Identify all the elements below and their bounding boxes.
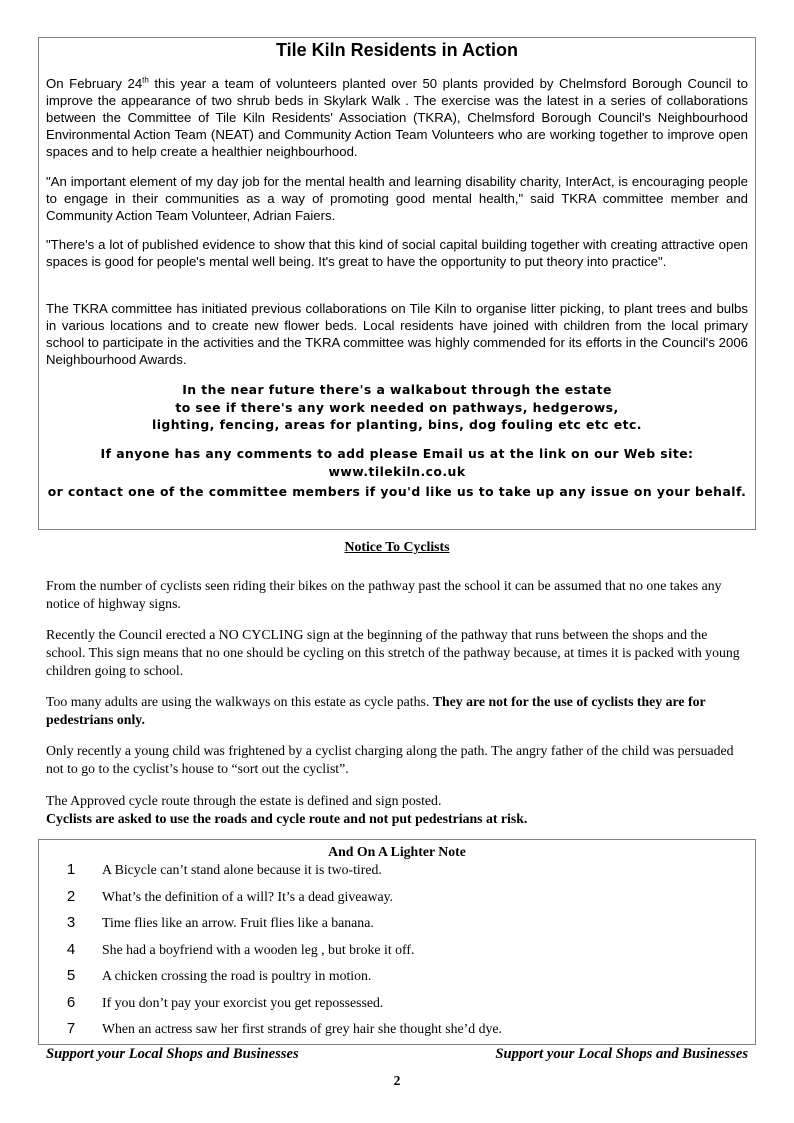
jokes-box [38, 839, 756, 1045]
joke-text: If you don’t pay your exorcist you get repossessed. [102, 995, 384, 1010]
article-title: Tile Kiln Residents in Action [275, 40, 519, 60]
joke-text: A chicken crossing the road is poultry in motion. [102, 968, 372, 983]
joke-number: 4 [66, 941, 76, 958]
joke-number: 3 [66, 914, 76, 931]
joke-number: 5 [66, 967, 76, 984]
joke-number: 1 [66, 861, 76, 878]
notice-title: Notice To Cyclists [344, 539, 450, 554]
joke-number: 7 [66, 1020, 76, 1037]
article-paragraph-3: "There's a lot of published evidence to show that this kind of social capital building together with creating attractive open spaces is good for people's mental well being. It's great to have the opportunity to put theory into practice". [46, 237, 748, 269]
website-link[interactable]: www.tilekiln.co.uk [328, 463, 466, 479]
notice-paragraph-5: The Approved cycle route through the estate is defined and sign posted. Cyclists are asked to use the roads and cycle route and not put pedestrians at risk. [46, 793, 528, 826]
article-box [38, 37, 756, 530]
jokes-title: And On A Lighter Note [328, 844, 466, 859]
joke-text: When an actress saw her first strands of grey hair she thought she’d dye. [102, 1021, 502, 1036]
contact-notice: If anyone has any comments to add please Email us at the link on our Web site: www.tilekiln.co.uk or contact one of the committee members if you'd like us to take up any issue on your behalf. [44, 445, 750, 501]
joke-text: A Bicycle can’t stand alone because it is two-tired. [102, 862, 382, 877]
article-paragraph-1: On February 24th this year a team of volunteers planted over 50 plants provided by Chelmsford Borough Council to improve the appearance of two shrub beds in Skylark Walk . The exercise was the latest in a series of collaborations between the Committee of Tile Kiln Residents' Association (TKRA), Chelmsford Borough Council's Neighbourhood Environmental Action Team (NEAT) and Community Action Team Volunteers who are working together to improve open spaces and to help create a healthier neighbourhood. [46, 75, 748, 159]
joke-text: She had a boyfriend with a wooden leg , but broke it off. [102, 942, 415, 957]
notice-paragraph-1: From the number of cyclists seen riding their bikes on the pathway past the school it can be assumed that no one takes any notice of highway signs. [46, 578, 722, 611]
footer-slogan-right: Support your Local Shops and Businesses [495, 1046, 748, 1062]
notice-paragraph-3: Too many adults are using the walkways on this estate as cycle paths. They are not for the use of cyclists they are for pedestrians only. [46, 694, 706, 727]
joke-number: 2 [66, 888, 76, 905]
notice-paragraph-4: Only recently a young child was frightened by a cyclist charging along the path. The angry father of the child was persuaded not to go to the cyclist’s house to “sort out the cyclist”. [46, 743, 734, 776]
article-paragraph-2: "An important element of my day job for the mental health and learning disability charity, InterAct, is encouraging people to engage in their communities as a way of promoting good mental health," said TKRA committee member and Community Action Team Volunteer, Adrian Faiers. [46, 174, 748, 223]
footer-slogan-left: Support your Local Shops and Businesses [46, 1046, 299, 1062]
notice-paragraph-2: Recently the Council erected a NO CYCLING sign at the beginning of the pathway that runs between the shops and the school. This sign means that no one should be cycling on this stretch of the pathway because, at times it is packed with young children going to school. [46, 627, 740, 678]
article-paragraph-4: The TKRA committee has initiated previous collaborations on Tile Kiln to organise litter picking, to plant trees and bulbs in various locations and to create new flower beds. Local residents have joined with children from the local primary school to participate in the activities and the TKRA committee was highly commended for its efforts in the Council's 2006 Neighbourhood Awards. [46, 301, 748, 367]
page-number: 2 [393, 1073, 401, 1088]
joke-text: Time flies like an arrow. Fruit flies like a banana. [102, 915, 374, 930]
joke-text: What’s the definition of a will? It’s a dead giveaway. [102, 889, 394, 904]
walkabout-notice: In the near future there's a walkabout through the estate to see if there's any work needed on pathways, hedgerows, lighting, fencing, areas for planting, bins, dog fouling etc etc etc. [152, 382, 642, 432]
joke-number: 6 [66, 994, 76, 1011]
